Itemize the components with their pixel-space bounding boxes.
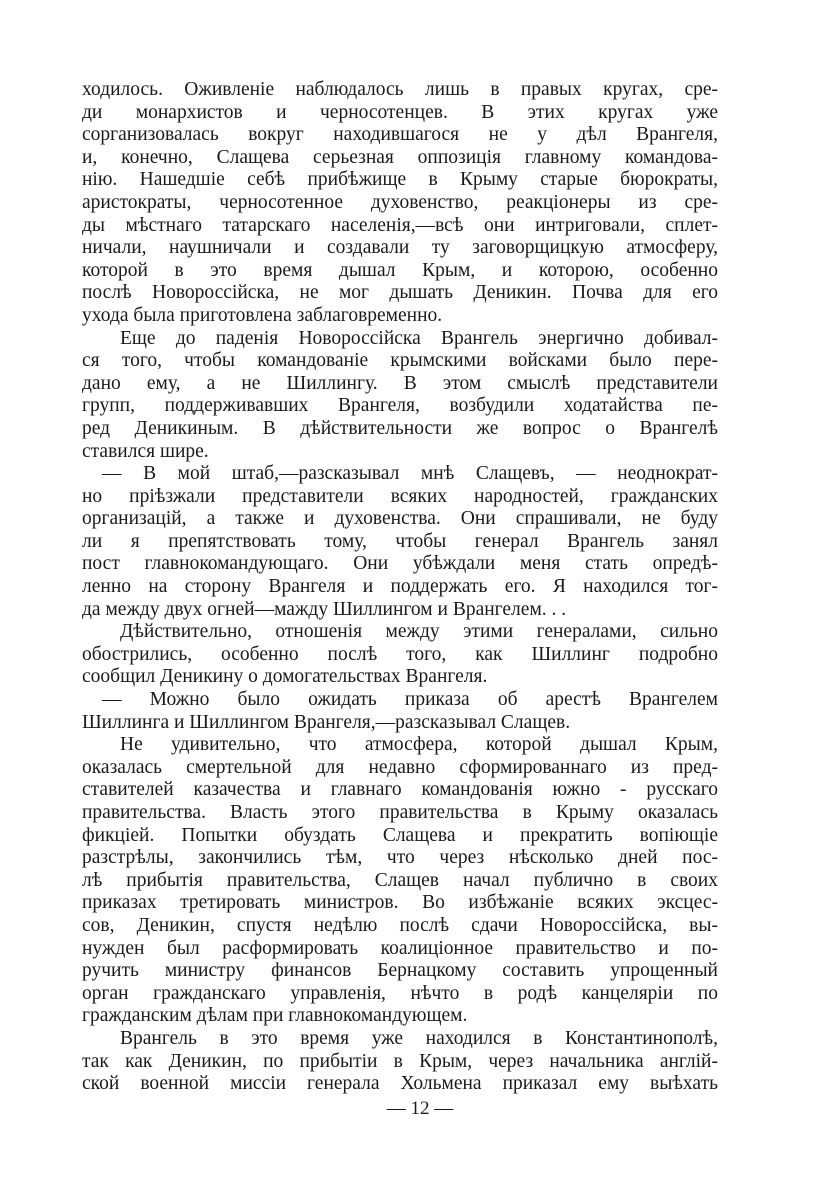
text-line: нужден был расформировать коалиціонное правительство и по- [82,937,718,959]
text-line: пост главнокомандующаго. Они убѣждали меня стать опредѣ- [82,553,718,575]
text-line: приказах третировать министров. Во избѣжаніе всяких эксцес- [82,892,718,914]
text-line: — Можно было ожидать приказа об арестѣ Врангелем [102,689,718,711]
text-line: Не удивительно, что атмосфера, которой дышал Крым, [120,734,718,756]
text-line: групп, поддерживавших Врангеля, возбудили ходатайства пе- [82,395,718,417]
text-line: гражданским дѣлам при главнокомандующем. [82,1005,468,1027]
text-line: ленно на сторону Врангеля и поддержать его. Я находился тог- [82,576,718,598]
text-line: ди монархистов и черносотенцев. В этих кругах уже [82,101,718,123]
text-line: лѣ прибытія правительства, Слащев начал публично в своих [82,869,718,891]
text-line: Еще до паденія Новороссійска Врангель энергично добивал- [120,327,718,349]
text-line: аристократы, черносотенное духовенство, реакціонеры из сре- [82,191,718,213]
text-line: правительства. Власть этого правительства в Крыму оказалась [82,802,718,823]
text-line: ходилось. Оживленіе наблюдалось лишь в правых кругах, сре- [82,79,718,100]
text-line: но пріѣзжали представители всяких народностей, гражданских [82,485,718,507]
text-line: разстрѣлы, закончились тѣм, что через нѣсколько дней пос- [82,847,718,869]
text-line: ничали, наушничали и создавали ту заговорщицкую атмосферу, [82,237,718,259]
text-line: ручить министру финансов Бернацкому составить упрощенный [82,960,718,982]
text-line: организацій, а также и духовенства. Они спрашивали, не буду [82,508,718,530]
text-line: ды мѣстнаго татарскаго населенія,—всѣ они интриговали, сплет- [82,214,718,236]
text-line: ставителей казачества и главнаго командованія южно - русскаго [82,779,718,801]
text-line: да между двух огней—мажду Шиллингом и Врангелем. . . [82,598,567,620]
text-line: сов, Деникин, спустя недѣлю послѣ сдачи Новороссійска, вы- [82,914,718,936]
text-line: ской военной миссіи генерала Хольмена приказал ему выѣхать [82,1073,718,1095]
body-text [82,79,718,1096]
text-line: дано ему, а не Шиллингу. В этом смыслѣ представители [82,372,718,394]
text-line: так как Деникин, по прибытіи в Крым, через начальника англій- [82,1050,718,1072]
text-line: оказалась смертельной для недавно сформированнаго из пред- [82,756,718,778]
text-line: ставился шире. [82,440,209,462]
text-line: обострились, особенно послѣ того, как Шиллинг подробно [82,643,718,665]
text-line: фикціей. Попытки обуздать Слащева и прекратить вопіющіе [82,824,718,846]
text-line: ухода была приготовлена заблаговременно. [82,304,443,326]
text-line: ред Деникиным. В дѣйствительности же вопрос о Врангелѣ [82,417,718,439]
page-number: — 12 — [386,1098,454,1119]
text-line: орган гражданскаго управленія, нѣчто в родѣ канцеляріи по [82,982,718,1004]
text-line: Врангель в это время уже находился в Константинополѣ, [120,1027,718,1049]
text-line: Дѣйствительно, отношенія между этими генералами, сильно [120,621,718,643]
text-line: нію. Нашедшіе себѣ прибѣжище в Крыму старые бюрократы, [82,169,718,191]
text-line: ли я препятствовать тому, чтобы генерал Врангель занял [82,530,718,552]
text-line: сорганизовалась вокруг находившагося не у дѣл Врангеля, [82,124,718,146]
text-line: которой в это время дышал Крым, и которою, особенно [82,259,718,281]
text-line: Шиллинга и Шиллингом Врангеля,—разсказывал Слащев. [82,711,571,733]
text-line: — В мой штаб,—разсказывал мнѣ Слащевъ, — неоднократ- [102,463,718,485]
text-line: ся того, чтобы командованіе крымскими войсками было пере- [82,350,718,372]
text-line: сообщил Деникину о домогательствах Врангеля. [82,666,488,688]
text-line: послѣ Новороссійска, не мог дышать Деникин. Почва для его [82,282,718,304]
text-line: и, конечно, Слащева серьезная оппозиція главному командова- [82,146,718,168]
